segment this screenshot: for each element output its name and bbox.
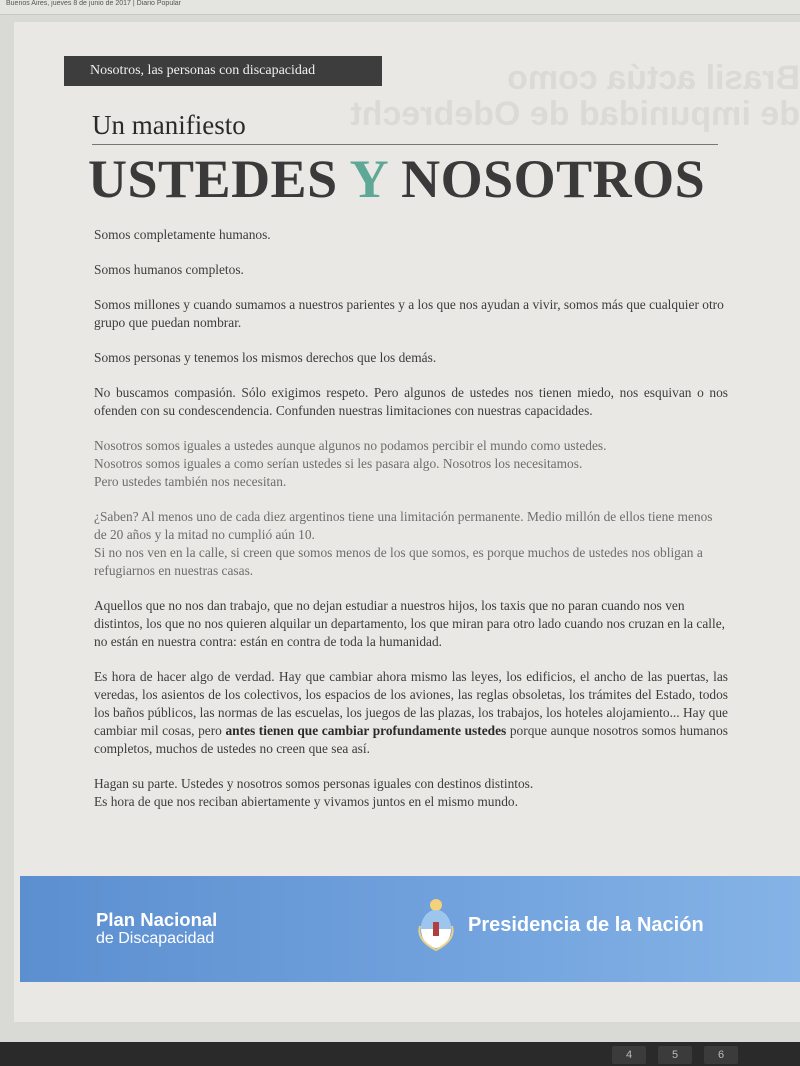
paragraph-3: Somos millones y cuando sumamos a nuestros parientes y a los que nos ayudan a vivir, somos más que cualquier otro grupo que puedan nombrar. [94,297,724,330]
paragraph-6-line-2: Nosotros somos iguales a como serían ustedes si les pasara algo. Nosotros los necesitamos. [94,456,583,471]
plan-line-1: Plan Nacional [96,909,218,930]
key-5: 5 [658,1046,692,1064]
paragraph-9-bold: antes tienen que cambiar profundamente ustedes [225,723,507,738]
plan-nacional-logo [96,910,217,948]
paragraph-6-line-1: Nosotros somos iguales a ustedes aunque algunos no podamos percibir el mundo como ustedes. [94,438,607,453]
plan-line-2: de Discapacidad [96,930,215,947]
paragraph-9 [94,668,728,758]
paragraph-9-end: porque aunque nosotros somos humanos completos, muchos de ustedes no creen que sea así. [94,723,729,756]
headline-part1: USTEDES [88,149,350,209]
paragraph-10-line-2: Es hora de que nos reciban abiertamente y vivamos juntos en el mismo mundo. [94,794,518,809]
national-shield-icon [416,896,456,952]
paragraph-10 [94,775,728,811]
key-4: 4 [612,1046,646,1064]
headline-part2: NOSOTROS [387,149,706,209]
paragraph-2: Somos humanos completos. [94,262,244,277]
section-tag: Nosotros, las personas con discapacidad [64,56,382,86]
manifesto-body [94,226,728,828]
title-rule [92,144,718,145]
presidencia-label: Presidencia de la Nación [468,914,704,936]
paragraph-7 [94,508,728,580]
headline [88,148,705,210]
key-6: 6 [704,1046,738,1064]
headline-y: Y [349,149,388,209]
paragraph-10-line-1: Hagan su parte. Ustedes y nosotros somos personas iguales con destinos distintos. [94,776,534,791]
paragraph-1: Somos completamente humanos. [94,227,271,242]
newspaper-top-strip [0,0,800,15]
masthead-text: Buenos Aires, jueves 8 de junio de 2017 | Diario Popular [6,0,181,7]
paragraph-8: Aquellos que no nos dan trabajo, que no dejan estudiar a nuestros hijos, los taxis que no paran cuando nos ven distintos, los que no nos quieren alquilar un departamento, los que miran para otro lado cuando nos cruzan en la calle, no están en nuestra contra: están en contra de toda la humanidad. [94,598,726,649]
paragraph-4: Somos personas y tenemos los mismos derechos que los demás. [94,350,437,365]
paragraph-9-start: Es hora de hacer algo de verdad. Hay que cambiar ahora mismo las leyes, los edificios, el ancho de las puertas, las veredas, los asientos de los colectivos, los espacios de los aviones, las reglas obsoletas, los trámites del Estado, todos los baños públicos, las normas de las escuelas, los juegos de las plazas, los trabajos, los hoteles alojamiento... Hay que cambiar mil cosas, pero [94,669,728,738]
paragraph-6 [94,437,728,491]
paragraph-7-line-1: ¿Saben? Al menos uno de cada diez argentinos tiene una limitación permanente. Medio millón de ellos tiene menos de 20 años y la mitad no cumplió aún 10. [94,509,713,542]
paragraph-7-line-2: Si no nos ven en la calle, si creen que somos menos de los que somos, es porque muchos de ustedes nos obligan a refugiarnos en nuestras casas. [94,545,703,578]
paragraph-6-line-3: Pero ustedes también nos necesitan. [94,474,287,489]
bleed-through-text: Brasil actúa como de impunidad de Odebrecht [350,59,800,133]
paragraph-5: No buscamos compasión. Sólo exigimos respeto. Pero algunos de ustedes nos tienen miedo, nos esquivan o nos ofenden con su condescendencia. Confunden nuestras limitaciones con nuestras capacidades. [94,385,728,418]
kicker-title: Un manifiesto [92,110,246,140]
